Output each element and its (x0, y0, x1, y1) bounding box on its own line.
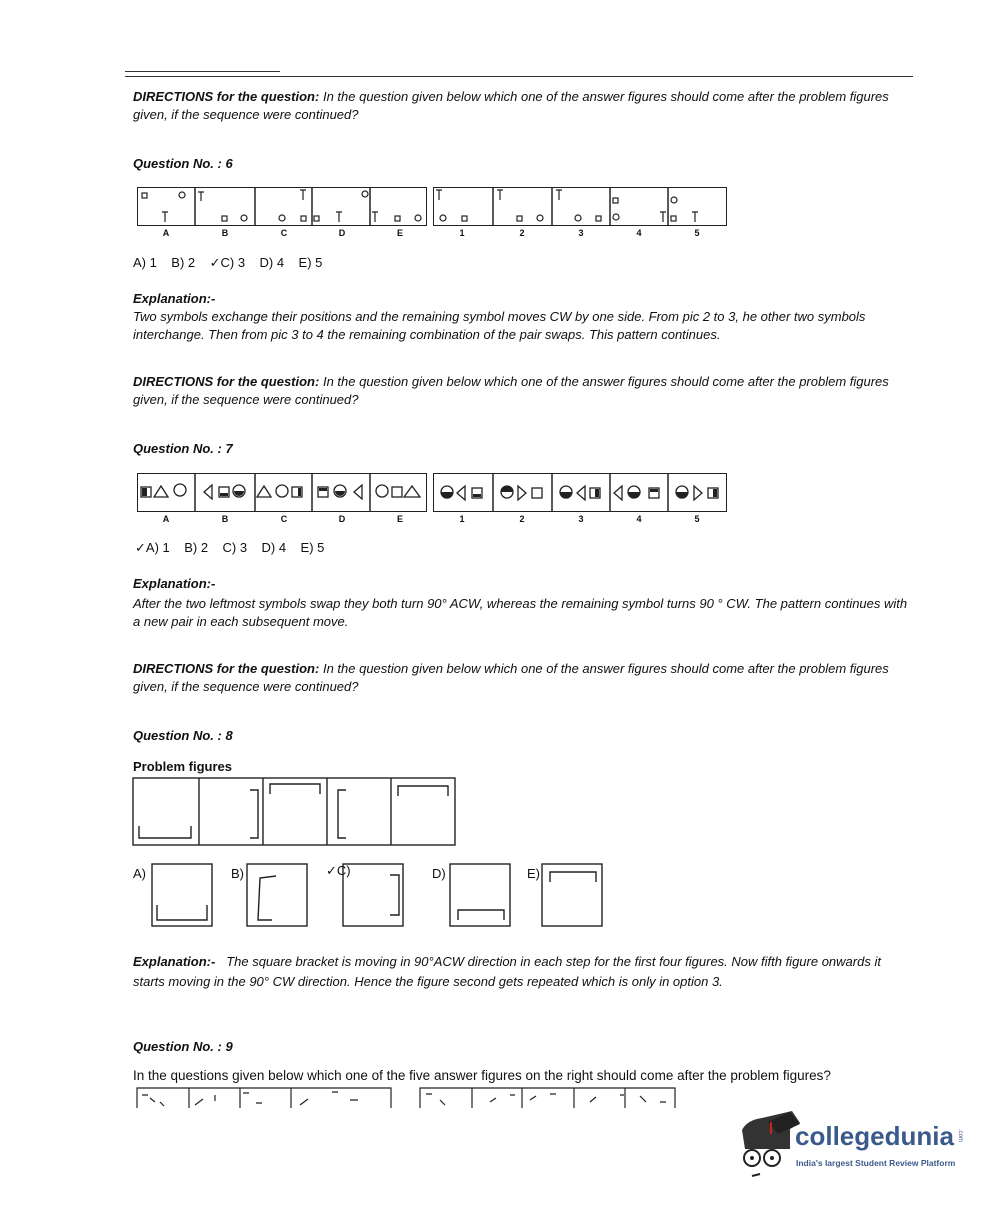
option-a[interactable]: A) 1 (133, 255, 157, 270)
directions-text: In the question given below which one of the answer figures should come after the problem figures given, if the sequence were continued? (133, 661, 889, 694)
figure-label: 4 (636, 228, 642, 238)
question-title: Question No. : 7 (133, 441, 233, 456)
figure-label: A (162, 228, 170, 238)
figure-label: 1 (459, 228, 465, 238)
option-d[interactable]: D) (432, 866, 446, 881)
figure-label: 2 (519, 514, 525, 524)
figure-label: 2 (519, 228, 525, 238)
logo-suffix: .com (956, 1129, 963, 1143)
figure-label: 4 (636, 514, 642, 524)
figure-label: D (338, 228, 346, 238)
question-text: In the questions given below which one of the five answer figures on the right should come after the problem figures? (133, 1068, 831, 1083)
checkmark-icon: ✓ (135, 540, 146, 555)
figure-label: 1 (459, 514, 465, 524)
option-b[interactable]: B) 2 (171, 255, 196, 270)
directions-text: In the question given below which one of the answer figures should come after the problem figures given, if the sequence were continued? (133, 374, 889, 407)
directions-text: In the question given below which one of the answer figures should come after the problem figures given, if the sequence were continued? (133, 89, 889, 122)
figure-label: 5 (694, 228, 700, 238)
explanation-text: Two symbols exchange their positions and the remaining symbol moves CW by one side. From pic 2 to 3, he other two symbols interchange. Then from pic 3 to 4 the remaining combination of the pair swaps. This pattern continues. (133, 309, 866, 342)
figure-label: 3 (578, 228, 584, 238)
directions-label: DIRECTIONS for the question: (133, 661, 320, 676)
figure-label: 3 (578, 514, 584, 524)
option-e[interactable]: E) 5 (300, 540, 325, 555)
figure-label: C (280, 514, 288, 524)
option-a[interactable]: A) 1 (145, 540, 170, 555)
problem-figures-heading: Problem figures (133, 759, 232, 774)
option-c[interactable]: C) 3 (220, 255, 246, 270)
figure-label: C (280, 228, 288, 238)
explanation-text: The square bracket is moving in 90°ACW direction in each step for the first four figures. Now fifth figure onwards it starts moving in the 90° CW direction. Hence the figure second gets repeated which is only in option 3. (133, 954, 881, 989)
option-a[interactable]: A) (133, 866, 146, 881)
figure-label: A (162, 514, 170, 524)
directions-label: DIRECTIONS for the question: (133, 89, 320, 104)
explanation-label: Explanation:- (133, 291, 216, 306)
option-b[interactable]: B) (231, 866, 244, 881)
option-d[interactable]: D) 4 (259, 255, 285, 270)
explanation-text: After the two leftmost symbols swap they both turn 90° ACW, whereas the remaining symbol turns 90 ° CW. The pattern continues with a new pair in each subsequent move. (133, 596, 908, 629)
figure-label: E (396, 228, 403, 238)
directions-label: DIRECTIONS for the question: (133, 374, 320, 389)
logo-wordmark: collegedunia (795, 1121, 954, 1151)
explanation-label: Explanation:- (133, 576, 216, 591)
figure-label: B (221, 228, 229, 238)
checkmark-icon: ✓ (209, 255, 221, 270)
question-title: Question No. : 6 (133, 156, 233, 171)
logo-wordmark-row (795, 1120, 964, 1152)
checkmark-icon: ✓ (326, 863, 337, 878)
figure-label: B (221, 514, 229, 524)
option-e[interactable]: E) (527, 866, 540, 881)
explanation-label: Explanation:- (133, 954, 216, 969)
option-c[interactable]: C) 3 (222, 540, 248, 555)
option-b[interactable]: B) 2 (184, 540, 209, 555)
figure-label: 5 (694, 514, 700, 524)
question-title: Question No. : 9 (133, 1039, 233, 1054)
figure-label: E (396, 514, 403, 524)
question-title: Question No. : 8 (133, 728, 233, 743)
figure-label: D (338, 514, 346, 524)
option-e[interactable]: E) 5 (298, 255, 323, 270)
logo-tagline: India's largest Student Review Platform (796, 1158, 956, 1168)
option-d[interactable]: D) 4 (261, 540, 287, 555)
option-c-label: C) (336, 863, 351, 878)
